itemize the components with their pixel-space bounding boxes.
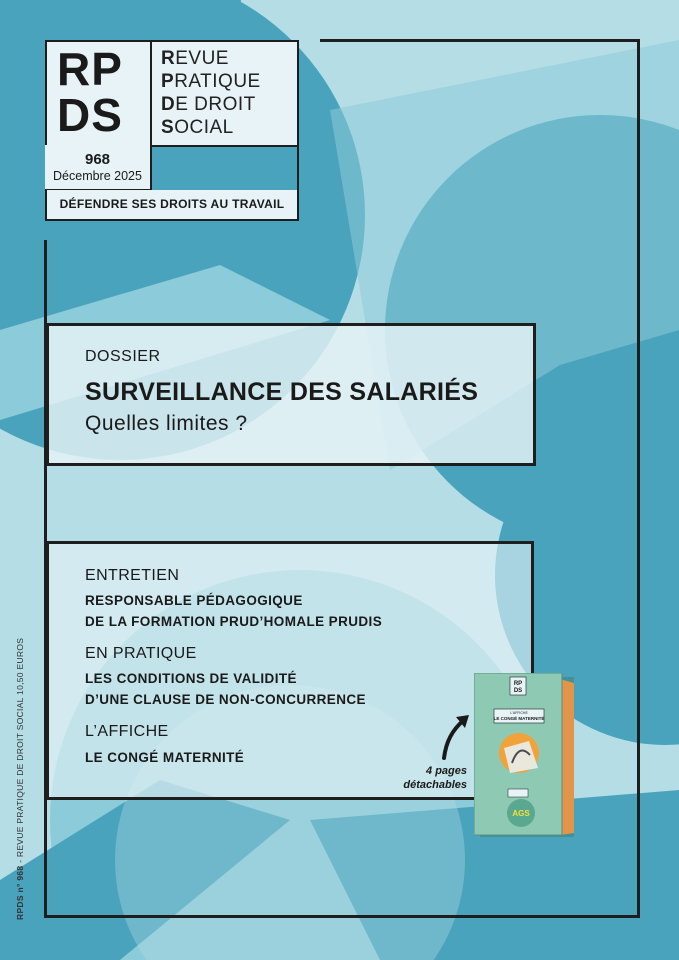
logo-word-revue: REVUE: [161, 48, 229, 69]
frame-bottom-line: [44, 915, 640, 918]
booklet-badge: AGS: [512, 809, 530, 818]
detachable-pages-note: 4 pages détachables: [403, 765, 467, 791]
section-label-entretien: ENTRETIEN: [85, 567, 180, 584]
dossier-title: SURVEILLANCE DES SALARIÉS: [85, 378, 479, 406]
section-title-affiche: LE CONGÉ MATERNITÉ: [85, 750, 245, 765]
issue-number: 968: [84, 151, 111, 168]
curved-arrow-icon: [438, 712, 472, 762]
motto: DÉFENDRE SES DROITS AU TRAVAIL: [45, 190, 299, 221]
section-title-entretien: RESPONSABLE PÉDAGOGIQUE DE LA FORMATION PRUD’HOMALE PRUDIS: [85, 593, 383, 629]
booklet-logo-top: RP: [513, 681, 523, 687]
logo-word-social: SOCIAL: [161, 117, 234, 138]
booklet-kicker: L'AFFICHE: [510, 711, 528, 715]
section-title-en-pratique: LES CONDITIONS DE VALIDITÉ D’UNE CLAUSE DE NON-CONCURRENCE: [85, 671, 366, 707]
dossier-label: DOSSIER: [85, 348, 161, 365]
booklet-title: LE CONGÉ MATERNITÉ: [493, 716, 545, 721]
issue-date: Décembre 2025: [53, 169, 142, 183]
booklet-image: [474, 673, 574, 838]
logo-ds: DS: [57, 89, 123, 141]
issue-box: [45, 145, 152, 191]
logo-word-pratique: PRATIQUE: [161, 71, 261, 92]
booklet-logo-bottom: DS: [513, 688, 523, 694]
logo-word-de-droit: DE DROIT: [161, 94, 256, 115]
dossier-box: [46, 323, 536, 466]
section-label-en-pratique: EN PRATIQUE: [85, 645, 197, 662]
logo-rp: RP: [57, 43, 123, 95]
section-label-affiche: L’AFFICHE: [85, 723, 169, 740]
spine-text: RPDS n° 968 - REVUE PRATIQUE DE DROIT SOCIAL 10,50 EUROS: [15, 637, 25, 920]
frame-right-line: [637, 39, 640, 918]
dossier-subtitle: Quelles limites ?: [85, 412, 248, 435]
frame-top-line: [320, 39, 640, 42]
